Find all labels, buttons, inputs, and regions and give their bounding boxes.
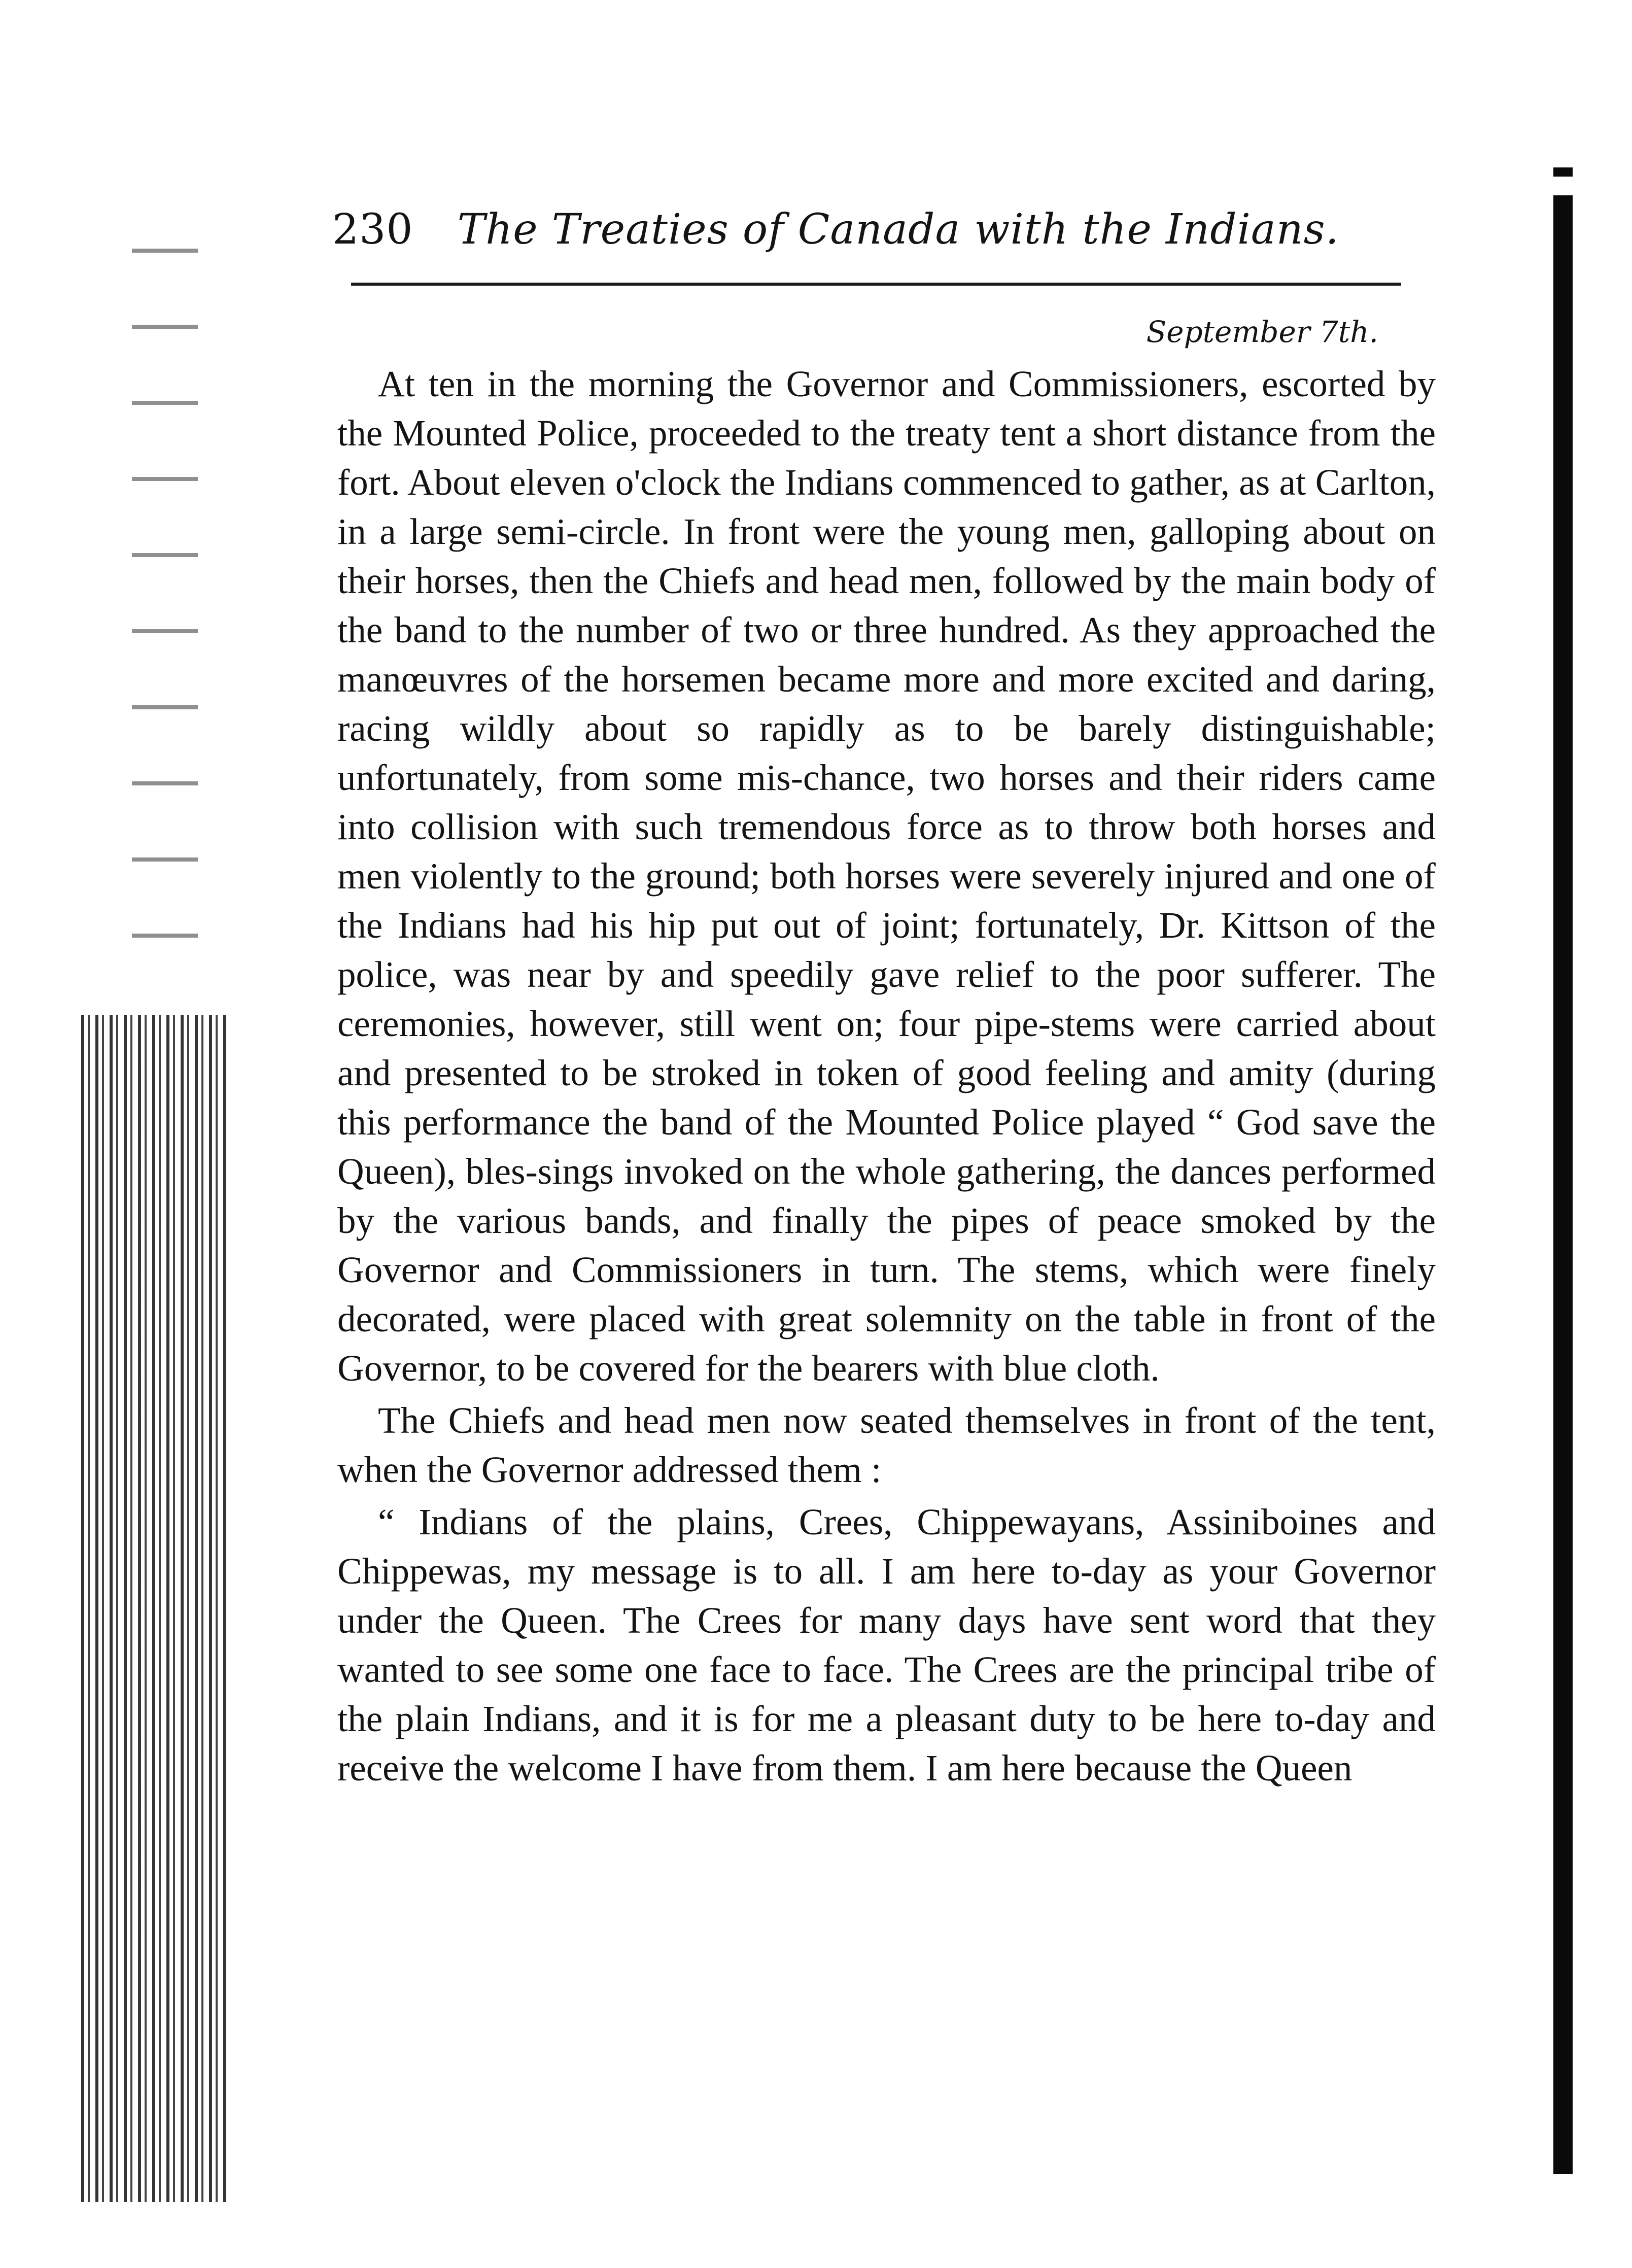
dateline: September 7th.	[1146, 315, 1378, 349]
paragraph: “ Indians of the plains, Crees, Chippewayans, Assiniboines and Chippewas, my message is to all. I am here to-day as your Governor under the Queen. The Crees for many days have sent word that they wanted to see some one face to face. The Crees are the principal tribe of the plain Indians, and it is for me a pleasant duty to be here to-day and receive the welcome I have from them. I am here because the Queen	[337, 1501, 1436, 1789]
body-text	[337, 359, 1436, 1796]
scan-artifact-edge-top	[132, 213, 198, 1005]
scan-artifact-bar-top	[1553, 167, 1573, 177]
page-number: 230	[332, 205, 413, 254]
book-title: The Treaties of Canada with the Indians.	[457, 205, 1339, 254]
paragraph: At ten in the morning the Governor and Commissioners, escorted by the Mounted Police, proceeded to the treaty tent a short distance from the fort. About eleven o'clock the Indians commenced to gather, as at Carlton, in a large semi-circle. In front were the young men, galloping about on their horses, then the Chiefs and head men, followed by the main body of the band to the number of two or three hundred. As they approached the manœuvres of the horsemen became more and more excited and daring, racing wildly about so rapidly as to be barely distinguishable; unfortunately, from some mis-chance, two horses and their riders came into collision with such tremendous force as to throw both horses and men violently to the ground; both horses were severely injured and one of the Indians had his hip put out of joint; fortunately, Dr. Kittson of the police, was near by and speedily gave relief to the poor sufferer. The ceremonies, however, still went on; four pipe-stems were carried about and presented to be stroked in token of good feeling and amity (during this performance the band of the Mounted Police played “ God save the Queen), bles-sings invoked on the whole gathering, the dances performed by the various bands, and finally the pipes of peace smoked by the Governor and Commissioners in turn. The stems, which were finely decorated, were placed with great solemnity on the table in front of the Governor, to be covered for the bearers with blue cloth.	[337, 363, 1436, 1389]
scan-artifact-edge-left	[81, 1015, 228, 2202]
header-rule	[351, 283, 1401, 286]
running-head	[332, 205, 1403, 271]
scan-artifact-bar-right	[1553, 195, 1573, 2174]
paragraph: The Chiefs and head men now seated themselves in front of the tent, when the Governor addressed them :	[337, 1400, 1436, 1490]
